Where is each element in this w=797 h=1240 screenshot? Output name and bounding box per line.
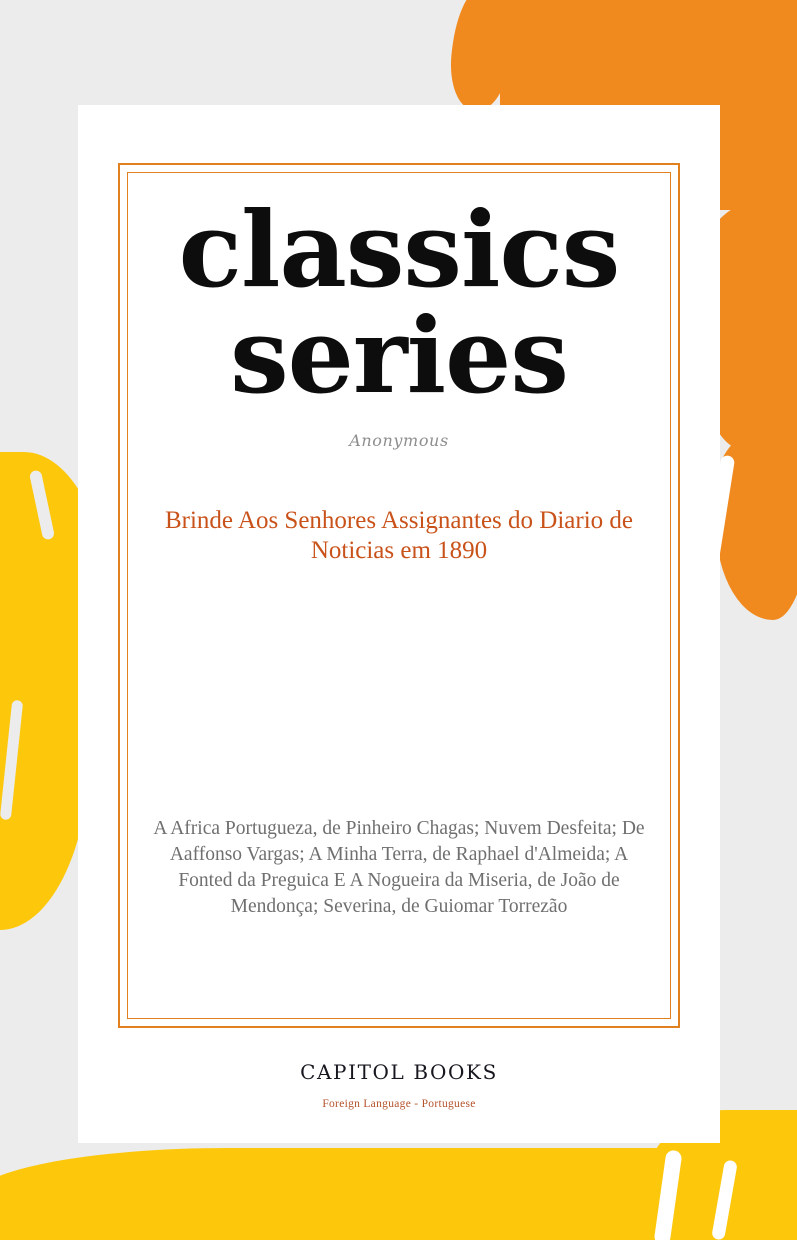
imprint-label: Foreign Language - Portuguese xyxy=(322,1098,476,1110)
cover-content xyxy=(142,188,656,1006)
series-title xyxy=(142,188,656,417)
book-cover xyxy=(78,105,720,1143)
cover-border-frame xyxy=(118,163,680,1028)
author-name: Anonymous xyxy=(349,430,449,450)
series-title-line-2: series xyxy=(230,293,568,417)
contents-list: A Africa Portugueza, de Pinheiro Chagas; Nuvem Desfeita; De Aaffonso Vargas; A Minha Terra, de Raphael d'Almeida; A Fonted da Preguica E A Nogueira da Miseria, de João de Mendonça; Severina, de Guiomar Torrezão xyxy=(153,818,645,918)
series-title-line-1: classics xyxy=(178,188,620,311)
book-title: Brinde Aos Senhores Assignantes do Diario de Noticias em 1890 xyxy=(164,506,633,565)
publisher-name: CAPITOL BOOKS xyxy=(300,1060,498,1084)
